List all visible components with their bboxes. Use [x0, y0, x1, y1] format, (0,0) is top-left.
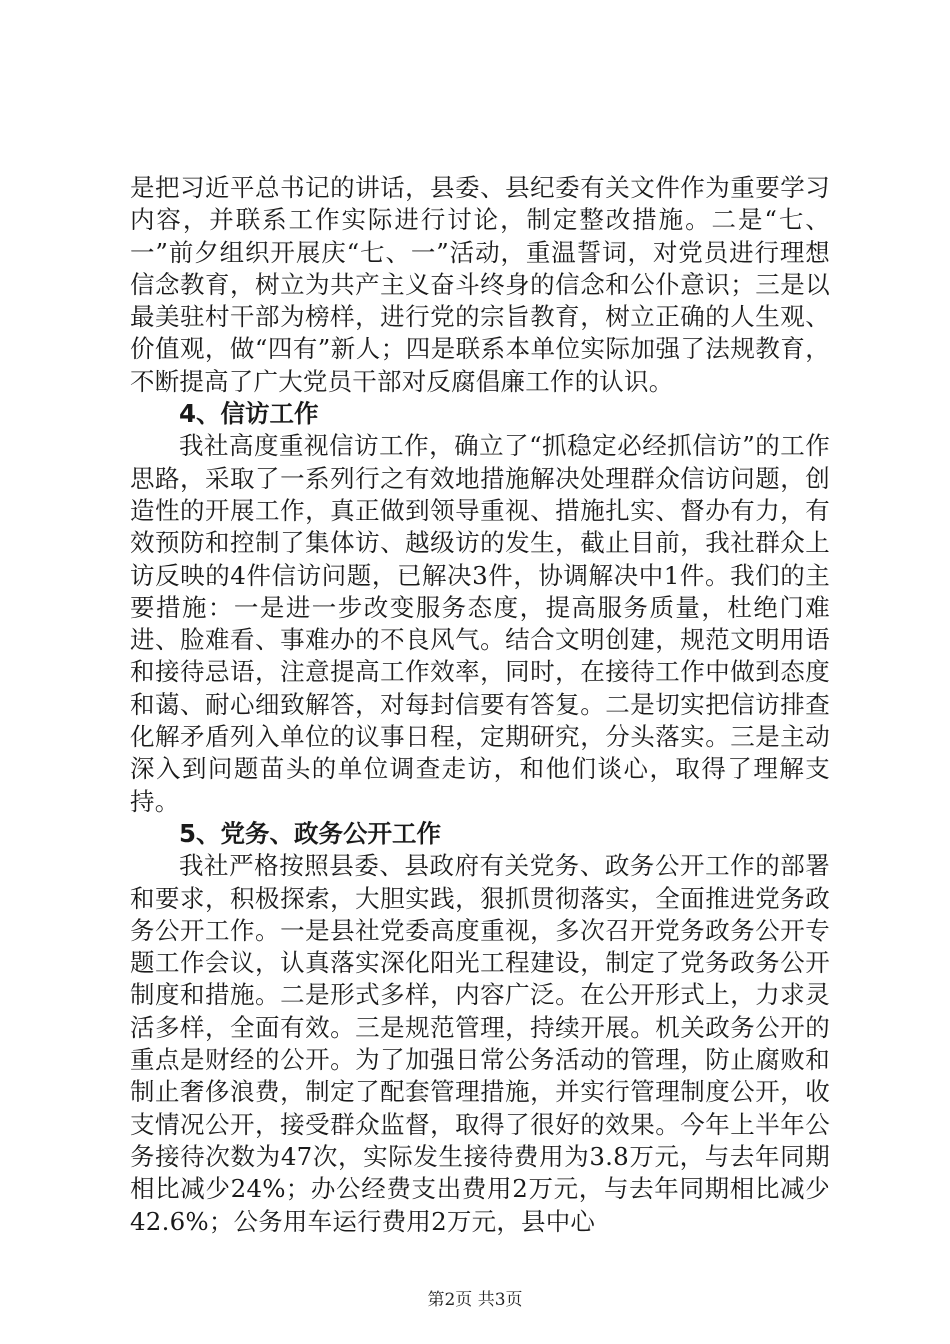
paragraph-open-affairs: 我社严格按照县委、县政府有关党务、政务公开工作的部署和要求，积极探索，大胆实践，狠抓贯彻落实，全面推进党务政务公开工作。一是县社党委高度重视，多次召开党务政务公开专题工作会议，认真落实深化阳光工程建设，制定了党务政务公开制度和措施。二是形式多样，内容广泛。在公开形式上，力求灵活多样，全面有效。三是规范管理，持续开展。机关政务公开的重点是财经的公开。为了加强日常公务活动的管理，防止腐败和制止奢侈浪费，制定了配套管理措施，并实行管理制度公开，收支情况公开，接受群众监督，取得了很好的效果。今年上半年公务接待次数为47次，实际发生接待费用为3.8万元，与去年同期相比减少24%；办公经费支出费用2万元，与去年同期相比减少42.6%；公务用车运行费用2万元，县中心 — [130, 851, 830, 1236]
section-heading-petition-work: 4、信访工作 — [179, 399, 319, 429]
paragraph-petition-work: 我社高度重视信访工作，确立了“抓稳定必经抓信访”的工作思路，采取了一系列行之有效地措施解决处理群众信访问题，创造性的开展工作，真正做到领导重视、措施扎实、督办有力，有效预防和控制了集体访、越级访的发生，截止目前，我社群众上访反映的4件信访问题，已解决3件，协调解决中1件。我们的主要措施：一是进一步改变服务态度，提高服务质量，杜绝门难进、脸难看、事难办的不良风气。结合文明创建，规范文明用语和接待忌语，注意提高工作效率，同时，在接待工作中做到态度和蔼、耐心细致解答，对每封信要有答复。二是切实把信访排查化解矛盾列入单位的议事日程，定期研究，分头落实。三是主动深入到问题苗头的单位调查走访，和他们谈心，取得了理解支持。 — [130, 431, 830, 816]
document-body — [130, 172, 830, 1238]
section-heading-open-affairs: 5、党务、政务公开工作 — [179, 818, 442, 848]
paragraph-party-education: 是把习近平总书记的讲话，县委、县纪委有关文件作为重要学习内容，并联系工作实际进行讨论，制定整改措施。二是“七、一”前夕组织开展庆“七、一”活动，重温誓词，对党员进行理想信念教育，树立为共产主义奋斗终身的信念和公仆意识；三是以最美驻村干部为榜样，进行党的宗旨教育，树立正确的人生观、价值观，做“四有”新人；四是联系本单位实际加强了法规教育，不断提高了广大党员干部对反腐倡廉工作的认识。 — [130, 173, 830, 396]
page-number-footer: 第2页 共3页 — [427, 1290, 523, 1310]
